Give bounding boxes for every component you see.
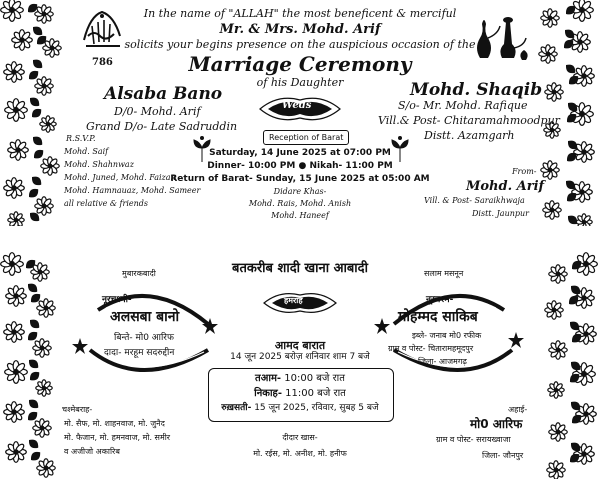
humraah-label: हमराह [284,296,303,305]
from-label: From- [512,167,537,176]
request-line: solicits your begins presence on the auspicious occasion of the [124,38,476,51]
flower-icon [545,301,564,320]
number-786: 786 [92,57,113,68]
flower-icon [40,116,56,132]
bride-name-hindi: अलसबा बानो [110,309,180,325]
ahaee-district: जिला- जौनपुर [482,451,524,460]
mubarakbadi-label: मुबारकबादी [122,269,156,278]
flower-icon [37,299,56,318]
hosts-line: Mr. & Mrs. Mohd. Arif [219,22,381,37]
groom-father: S/o- Mr. Mohd. Rafique [398,99,528,112]
return-barat: Return of Barat- Sunday, 15 June 2025 at 05:00 AM [170,174,430,184]
reception-label: Reception of Barat [263,130,349,145]
flower-icon [37,459,56,478]
bride-grandfather-hindi: दादा- मरहूम सदरुद्दीन [104,348,175,358]
weds-label: Weds [282,100,312,111]
rsvp-line: Mohd. Saif [64,147,109,156]
right-floral-border [528,252,600,479]
from-name: Mohd. Arif [466,179,545,194]
flower-icon [5,99,28,122]
hindi-heading: बतकरीब शादी खाना आबादी [232,261,368,276]
event-title: Marriage Ceremony [188,52,412,76]
didar-title: दीदार खास- [282,433,318,442]
rsvp-line: Mohd. Hamnauaz, Mohd. Sameer [64,186,201,195]
of-his-daughter: of his Daughter [256,76,344,89]
flower-icon [547,461,566,479]
aamad-title: आमद बारात [274,339,326,352]
flower-icon [6,286,27,307]
leaf-icon [27,95,41,109]
didare-line: Mohd. Haneef [271,211,329,220]
leaf-icon [25,281,39,295]
groom-village-hindi: ग्राम व पोस्ट- चितारामहमूदपुर [388,344,474,353]
rsvp-line: all relative & friends [64,199,149,208]
from-district: Distt. Jaunpur [472,209,529,218]
bride-father-hindi: बिन्ते- मो0 आरिफ [114,333,174,343]
from-village: Vill. & Post- Saraikhwaja [424,196,525,205]
chashmebarah-line: मो. फैजान, मो. हमनवाज, मो. समीर [64,433,171,442]
rukhsati-line: रुख़सती- 15 जून 2025, रविवार, सुबह 5 बजे [221,403,379,413]
groom-label: नूरचश्म- [426,295,454,305]
leaf-icon [27,317,41,331]
bride-label: नूरचश्मी- [102,295,132,305]
bride-name: Alsaba Bano [104,84,223,104]
didare-title: Didare Khas- [273,187,327,196]
chashmebarah-line: मो. सैफ, मो. शाहनवाज, मो. जुनैद [64,419,165,428]
taam-line: तआम- 10:00 बजे रात [255,373,345,384]
leaf-icon [30,134,44,148]
groom-district: Distt. Azamgarh [424,129,515,142]
rsvp-line: Mohd. Juned, Mohd. Faizan [64,173,176,182]
groom-village: Vill.& Post- Chitaramahmoodpur [378,114,560,127]
ahaee-village: ग्राम व पोस्ट- सरायख्वाजा [436,435,511,444]
chashmebarah-title: चश्मेबराह- [62,405,93,414]
hindi-invitation-card [0,252,600,479]
didare-line: Mohd. Rais, Mohd. Anish [248,199,352,208]
rsvp-title: R.S.V.P. [66,134,96,143]
groom-name: Mohd. Shaqib [410,80,543,100]
groom-district-hindi: जिला- आजमगढ़ [418,357,467,366]
nikah-line: निकाह- 11:00 बजे रात [254,388,346,399]
english-invitation-card [0,0,600,226]
rsvp-line: Mohd. Shahnwaz [64,160,134,169]
reception-date: Saturday, 14 June 2025 at 07:00 PM [209,148,391,158]
didar-line: मो. रईस, मो. अनीश, मो. हनीफ [253,449,347,458]
ahaee-title: अहाई- [508,405,528,414]
groom-name-hindi: मोहम्मद साकिब [398,309,478,325]
bride-father: D/0- Mohd. Arif [114,105,201,118]
left-floral-border [0,252,72,479]
aamad-date: 14 जून 2025 बरोज़ शनिवार शाम 7 बजे [230,352,370,362]
invocation-line: In the name of "ALLAH" the most beneficent & merciful [143,7,457,20]
bride-grandfather: Grand D/o- Late Sadruddin [86,120,238,133]
chashmebarah-line: व अजीजो अकारिब [64,447,120,456]
ahaee-name: मो0 आरिफ [470,417,523,431]
salam-masnoon-label: सलाम मसनून [424,269,464,278]
groom-father-hindi: इब्ले- जनाब मो0 रफीक [412,331,482,340]
dinner-nikah: Dinner- 10:00 PM ● Nikah- 11:00 PM [207,161,393,171]
